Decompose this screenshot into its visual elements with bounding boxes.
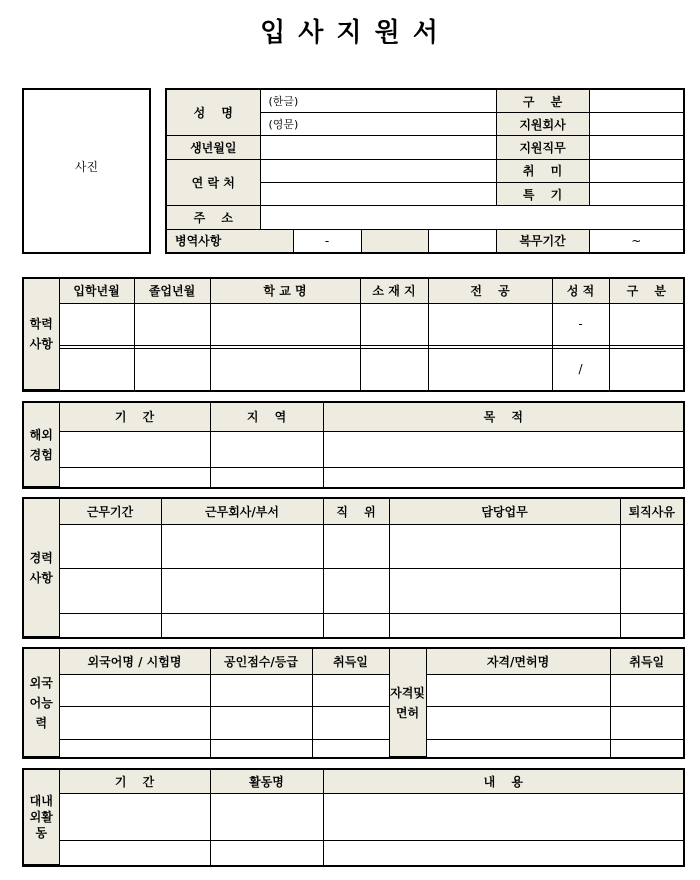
career-table [22,497,685,639]
career-cell[interactable] [323,614,389,637]
overseas-header-period: 기 간 [59,403,210,431]
language-license-table [22,647,685,759]
table-row [24,468,683,487]
edu-cell[interactable] [360,303,428,346]
contact-field-2[interactable] [260,183,496,206]
career-header-duty: 담당업무 [389,499,620,524]
license-cell[interactable] [426,707,610,740]
career-cell[interactable] [161,614,323,637]
license-header-name: 자격/면허명 [426,649,610,674]
career-cell[interactable] [620,524,683,569]
category-label: 구 분 [496,90,589,113]
license-cell[interactable] [426,674,610,707]
career-cell[interactable] [59,614,161,637]
activity-cell[interactable] [323,841,683,865]
edu-header-category: 구 분 [609,279,683,303]
lang-cell[interactable] [210,674,312,707]
edu-cell[interactable] [609,348,683,389]
military-field[interactable]: - [293,229,361,252]
activities-table [22,768,685,867]
license-side-label: 자격및면허 [389,649,426,757]
table-row [24,348,683,389]
special-field[interactable] [589,183,683,206]
overseas-cell[interactable] [59,468,210,487]
lang-cell[interactable] [312,740,389,757]
lang-cell[interactable] [312,674,389,707]
career-side-label: 경력사항 [24,499,59,637]
overseas-cell[interactable] [59,431,210,468]
page-title: 입 사 지 원 서 [260,18,440,48]
license-header-date: 취득일 [610,649,683,674]
company-label: 지원회사 [496,113,589,136]
table-row [24,524,683,569]
overseas-cell[interactable] [210,468,323,487]
career-cell[interactable] [59,569,161,614]
table-row [24,707,683,740]
career-cell[interactable] [161,569,323,614]
edu-cell[interactable] [134,348,210,389]
birth-label: 생년월일 [167,136,260,159]
career-cell[interactable] [323,524,389,569]
job-field[interactable] [589,136,683,159]
name-english-field[interactable]: (영문) [260,113,496,136]
military-label: 병역사항 [167,229,293,252]
hobby-field[interactable] [589,159,683,182]
category-field[interactable] [589,90,683,113]
edu-cell[interactable] [428,348,552,389]
activity-cell[interactable] [210,793,323,841]
edu-cell[interactable] [210,303,360,346]
name-label: 성 명 [167,90,260,136]
personal-info-table [165,88,685,254]
table-row [24,740,683,757]
lang-cell[interactable] [59,674,210,707]
lang-header-name: 외국어명 / 시험명 [59,649,210,674]
edu-cell[interactable] [134,303,210,346]
edu-cell[interactable] [59,348,134,389]
lang-cell[interactable] [59,740,210,757]
service-period-field[interactable]: ~ [589,229,683,252]
hobby-label: 취 미 [496,159,589,182]
edu-cell[interactable] [428,303,552,346]
photo-label: 사진 [74,159,99,174]
edu-cell[interactable] [609,303,683,346]
edu-cell[interactable] [360,348,428,389]
career-header-reason: 퇴직사유 [620,499,683,524]
overseas-header-region: 지 역 [210,403,323,431]
license-cell[interactable] [426,740,610,757]
activity-header-period: 기 간 [59,770,210,793]
activity-cell[interactable] [323,793,683,841]
career-cell[interactable] [389,524,620,569]
language-side-label: 외국어능력 [24,649,59,757]
edu-header-grade: 성 적 [552,279,609,303]
overseas-table [22,401,685,489]
contact-field-1[interactable] [260,159,496,182]
lang-cell[interactable] [312,707,389,740]
activity-header-content: 내 용 [323,770,683,793]
edu-header-location: 소 재 지 [360,279,428,303]
table-row [24,674,683,707]
lang-cell[interactable] [210,707,312,740]
table-row [24,841,683,865]
edu-header-major: 전 공 [428,279,552,303]
activity-cell[interactable] [210,841,323,865]
career-cell[interactable] [620,569,683,614]
address-field[interactable] [260,206,683,229]
overseas-header-purpose: 목 적 [323,403,683,431]
edu-header-school: 학 교 명 [210,279,360,303]
activity-cell[interactable] [59,841,210,865]
career-cell[interactable] [323,569,389,614]
career-cell[interactable] [59,524,161,569]
overseas-cell[interactable] [210,431,323,468]
edu-grade-cell[interactable]: / [552,348,609,389]
job-label: 지원직무 [496,136,589,159]
edu-header-graduation: 졸업년월 [134,279,210,303]
activities-side-label: 대내외활동 [24,770,59,865]
education-side-label: 학력사항 [24,279,59,390]
service-period-label: 복무기간 [496,229,589,252]
career-cell[interactable] [389,569,620,614]
birth-field[interactable] [260,136,496,159]
career-header-position: 직 위 [323,499,389,524]
license-cell[interactable] [610,740,683,757]
career-cell[interactable] [620,614,683,637]
overseas-cell[interactable] [323,468,683,487]
company-field[interactable] [589,113,683,136]
edu-grade-cell[interactable]: - [552,303,609,346]
special-label: 특 기 [496,183,589,206]
license-cell[interactable] [610,674,683,707]
career-cell[interactable] [389,614,620,637]
table-row [24,431,683,468]
edu-cell[interactable] [59,303,134,346]
career-cell[interactable] [161,524,323,569]
military-rank-field[interactable] [428,229,496,252]
overseas-cell[interactable] [323,431,683,468]
career-header-company: 근무회사/부서 [161,499,323,524]
table-row [24,303,683,346]
overseas-side-label: 해외경험 [24,403,59,487]
photo-box[interactable] [22,88,151,254]
lang-header-date: 취득일 [312,649,389,674]
table-row [24,569,683,614]
lang-cell[interactable] [59,707,210,740]
lang-header-score: 공인점수/등급 [210,649,312,674]
military-type-field[interactable] [361,229,428,252]
education-table [22,277,685,392]
name-korean-field[interactable]: (한글) [260,90,496,113]
contact-label: 연 락 처 [167,159,260,206]
activity-cell[interactable] [59,793,210,841]
table-row [24,793,683,841]
lang-cell[interactable] [210,740,312,757]
license-cell[interactable] [610,707,683,740]
edu-header-entry: 입학년월 [59,279,134,303]
address-label: 주 소 [167,206,260,229]
edu-cell[interactable] [210,348,360,389]
activity-header-name: 활동명 [210,770,323,793]
table-row [24,614,683,637]
career-header-period: 근무기간 [59,499,161,524]
